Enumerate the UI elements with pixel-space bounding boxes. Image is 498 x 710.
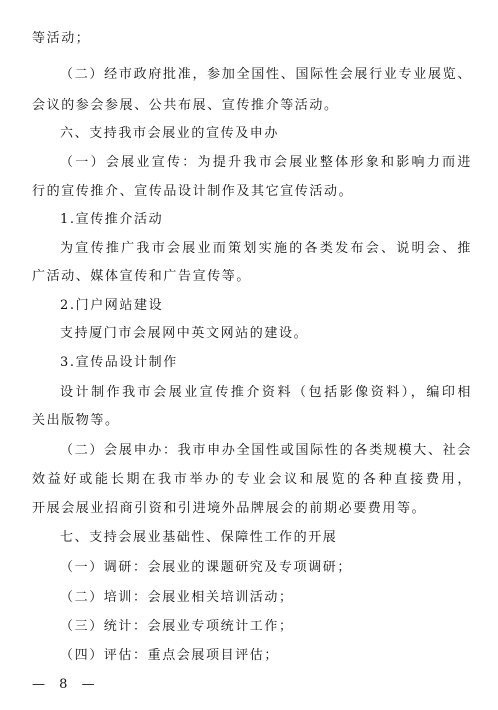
text-line-8: 为宣传推广我市会展业而策划实施的各类发布会、说明会、推 (60, 241, 472, 256)
list-item-training: （二）培训：会展业相关培训活动； (60, 590, 294, 605)
text-line-13: 设计制作我市会展业宣传推介资料（包括影像资料），编印相 (60, 385, 472, 400)
page-footer (32, 676, 95, 694)
subheading-1: 1.宣传推介活动 (60, 212, 164, 227)
text-line-1: 等活动； (32, 31, 91, 46)
text-line-9: 广活动、媒体宣传和广告宣传等。 (32, 269, 252, 284)
text-line-14: 关出版物等。 (32, 413, 120, 428)
footer-dash-right: — (81, 677, 95, 692)
text-line-15: （二）会展申办：我市申办全国性或国际性的各类规模大、社会 (60, 443, 472, 458)
section-heading-7: 七、支持会展业基础性、保障性工作的开展 (60, 530, 338, 545)
list-item-statistics: （三）统计：会展业专项统计工作； (60, 619, 294, 634)
subheading-2: 2.门户网站建设 (60, 298, 164, 313)
text-line-3: 会议的参会参展、公共布展、宣传推介等活动。 (32, 98, 339, 113)
list-item-evaluation: （四）评估：重点会展项目评估； (60, 648, 280, 663)
subheading-3: 3.宣传品设计制作 (60, 355, 178, 370)
text-line-5: （一）会展业宣传：为提升我市会展业整体形象和影响力而进 (60, 155, 472, 170)
text-line-17: 开展会展业招商引资和引进境外品牌展会的前期必要费用等。 (32, 501, 427, 516)
text-line-6: 行的宣传推介、宣传品设计制作及其它宣传活动。 (32, 184, 354, 199)
text-line-2: （二）经市政府批准，参加全国性、国际性会展行业专业展览、 (60, 67, 472, 82)
list-item-research: （一）调研：会展业的课题研究及专项调研； (60, 560, 353, 575)
text-line-16: 效益好或能长期在我市举办的专业会议和展览的各种直接费用， (32, 472, 472, 487)
page-number: 8 (59, 677, 68, 692)
footer-dash-left: — (32, 677, 45, 692)
section-heading-6: 六、支持我市会展业的宣传及申办 (60, 126, 280, 141)
text-line-11: 支持厦门市会展网中英文网站的建设。 (60, 326, 309, 341)
